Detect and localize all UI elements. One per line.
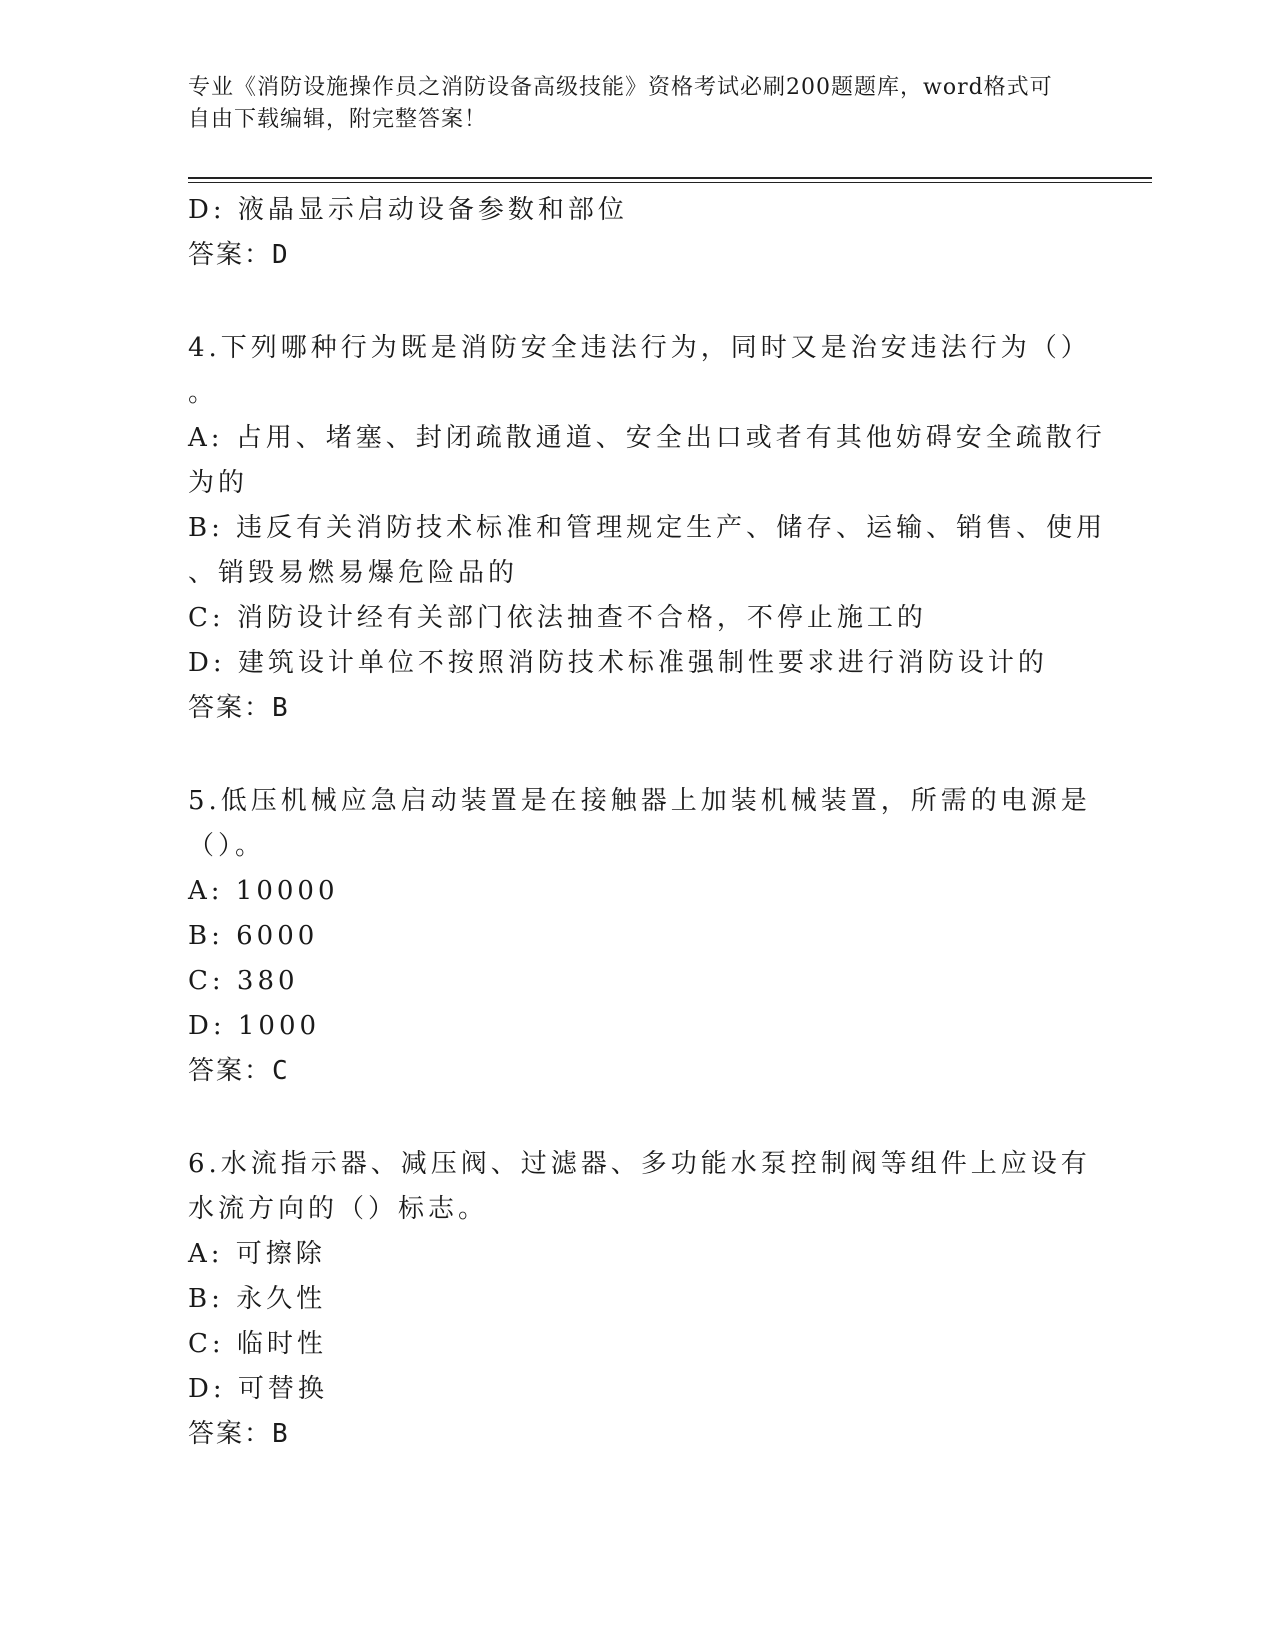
option-b-continued: 、销毁易燃易爆危险品的 bbox=[188, 558, 519, 588]
answer-line: 答案：B bbox=[188, 1419, 290, 1449]
question-stem-continued: 。 bbox=[188, 378, 219, 408]
option-b: B: 永久性 bbox=[188, 1284, 327, 1314]
answer-line: 答案：C bbox=[188, 1056, 290, 1086]
question-stem: 5.低压机械应急启动装置是在接触器上加装机械装置，所需的电源是 bbox=[188, 786, 1091, 816]
answer-line: 答案：B bbox=[188, 693, 290, 723]
question-list bbox=[188, 188, 1107, 1457]
option-c: C: 380 bbox=[188, 966, 299, 996]
option-a: A: 可擦除 bbox=[188, 1239, 326, 1269]
header-divider-thick bbox=[188, 177, 1152, 179]
answer-line: 答案：D bbox=[188, 240, 290, 270]
option-b: B: 违反有关消防技术标准和管理规定生产、储存、运输、销售、使用 bbox=[188, 513, 1107, 543]
question-5 bbox=[188, 779, 1091, 1094]
spacer bbox=[188, 278, 1088, 326]
option-b: B: 6000 bbox=[188, 921, 319, 951]
spacer bbox=[188, 731, 1088, 779]
option-a: A: 10000 bbox=[188, 876, 339, 906]
option-a-continued: 为的 bbox=[188, 468, 249, 498]
document-header: 专业《消防设施操作员之消防设备高级技能》资格考试必刷200题题库，word格式可自由下载编辑，附完整答案！ bbox=[188, 75, 1053, 132]
option-c: C: 消防设计经有关部门依法抽查不合格，不停止施工的 bbox=[188, 603, 927, 633]
question-stem-continued: （）。 bbox=[188, 831, 266, 861]
option-c: C: 临时性 bbox=[188, 1329, 327, 1359]
spacer bbox=[188, 1094, 1088, 1142]
option-d: D: 1000 bbox=[188, 1011, 321, 1041]
question-6 bbox=[188, 1142, 1091, 1457]
option-a: A: 占用、堵塞、封闭疏散通道、安全出口或者有其他妨碍安全疏散行 bbox=[188, 423, 1106, 453]
question-4 bbox=[188, 326, 1107, 731]
option-d: D: 液晶显示启动设备参数和部位 bbox=[188, 195, 628, 225]
question-stem: 4.下列哪种行为既是消防安全违法行为，同时又是治安违法行为（） bbox=[188, 333, 1091, 363]
option-d: D: 可替换 bbox=[188, 1374, 328, 1404]
question-stem: 6.水流指示器、减压阀、过滤器、多功能水泵控制阀等组件上应设有 bbox=[188, 1149, 1091, 1179]
previous-question-tail bbox=[188, 188, 1088, 278]
question-stem-continued: 水流方向的（）标志。 bbox=[188, 1194, 489, 1224]
header-divider-thin bbox=[188, 182, 1152, 183]
option-d: D: 建筑设计单位不按照消防技术标准强制性要求进行消防设计的 bbox=[188, 648, 1048, 678]
